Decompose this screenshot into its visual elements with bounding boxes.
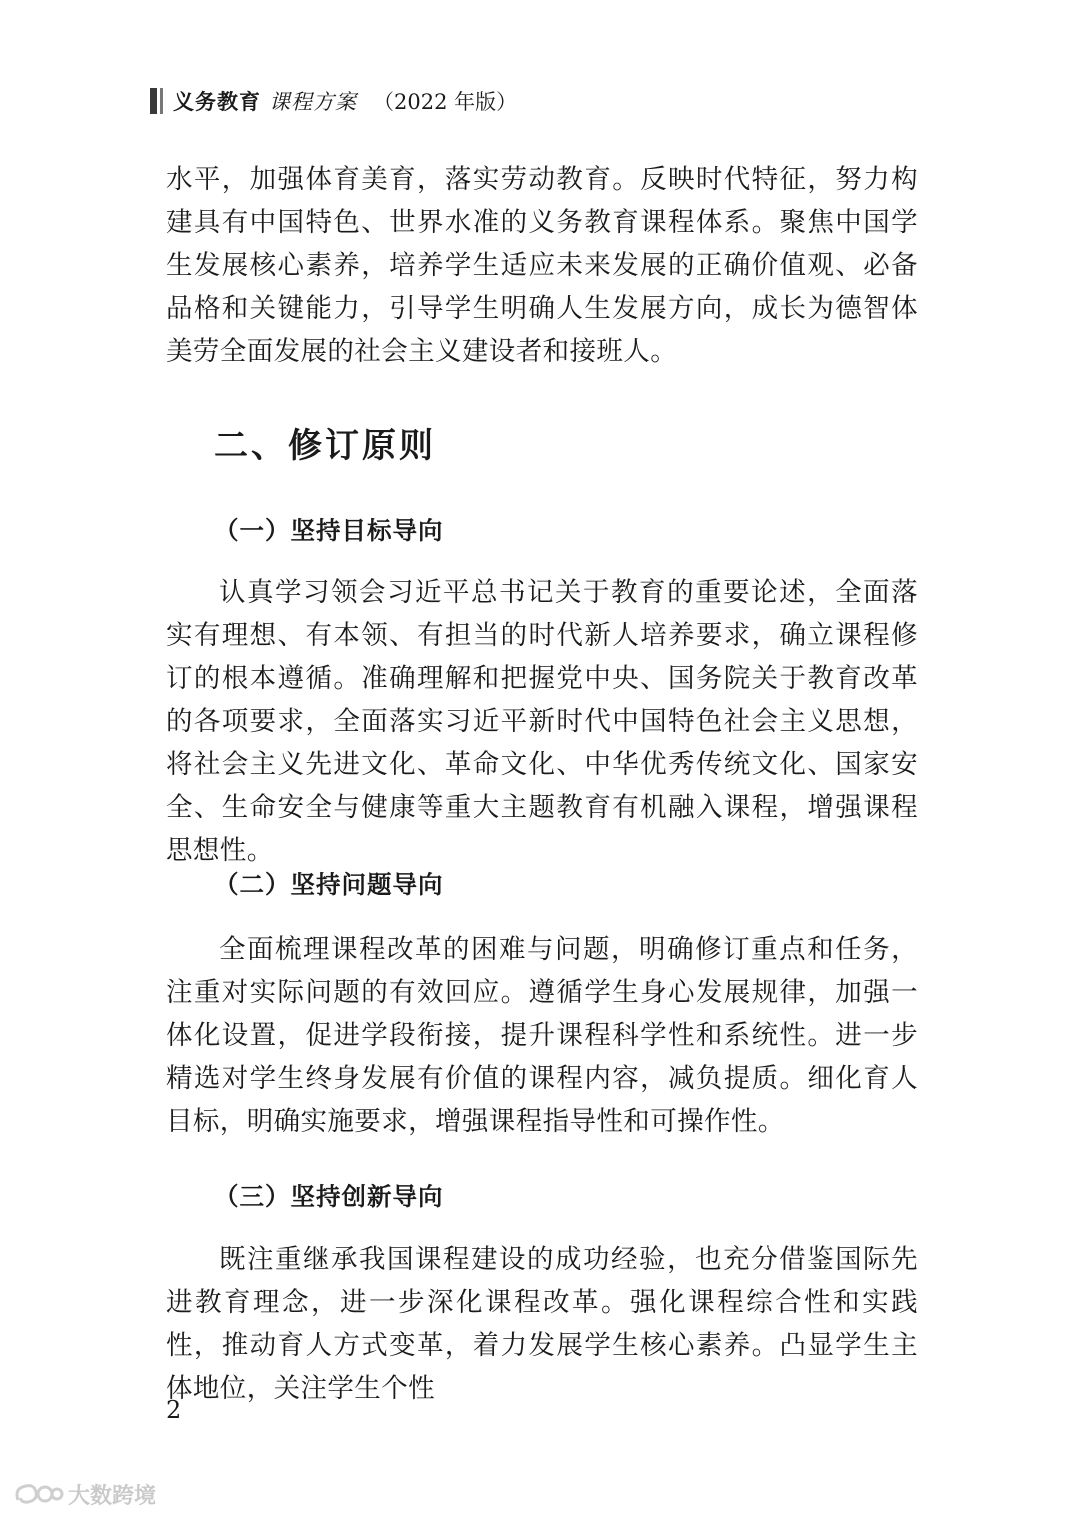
watermark-text: 大数跨境 [68, 1483, 157, 1509]
header-bar-thin-icon [160, 88, 163, 114]
watermark-logo-icon [12, 1478, 64, 1510]
page-number: 2 [166, 1396, 182, 1424]
subsection-title-1: （一）坚持目标导向 [214, 516, 444, 545]
header-title: 义务教育 [173, 89, 261, 114]
header-bar-icon [150, 88, 157, 114]
running-header [150, 86, 517, 116]
subsection-title-3: （三）坚持创新导向 [214, 1182, 444, 1211]
subsection-body-3: 既注重继承我国课程建设的成功经验，也充分借鉴国际先进教育理念，进一步深化课程改革。强化课程综合性和实践性，推动育人方式变革，着力发展学生核心素养。凸显学生主体地位，关注学生个性 [166, 1244, 918, 1404]
section-title: 二、修订原则 [214, 426, 436, 466]
header-subtitle: 课程方案 [269, 90, 357, 114]
watermark [12, 1478, 156, 1510]
subsection-body-2: 全面梳理课程改革的困难与问题，明确修订重点和任务，注重对实际问题的有效回应。遵循学生身心发展规律，加强一体化设置，促进学段衔接，提升课程科学性和系统性。进一步精选对学生终身发展有价值的课程内容，减负提质。细化育人目标，明确实施要求，增强课程指导性和可操作性。 [166, 934, 918, 1137]
subsection-title-2: （二）坚持问题导向 [214, 870, 444, 899]
subsection-body-1: 认真学习领会习近平总书记关于教育的重要论述，全面落实有理想、有本领、有担当的时代新人培养要求，确立课程修订的根本遵循。准确理解和把握党中央、国务院关于教育改革的各项要求，全面落实习近平新时代中国特色社会主义思想，将社会主义先进文化、革命文化、中华优秀传统文化、国家安全、生命安全与健康等重大主题教育有机融入课程，增强课程思想性。 [166, 577, 918, 866]
header-edition: （2022 年版） [373, 90, 518, 114]
intro-paragraph: 水平，加强体育美育，落实劳动教育。反映时代特征，努力构建具有中国特色、世界水准的义务教育课程体系。聚焦中国学生发展核心素养，培养学生适应未来发展的正确价值观、必备品格和关键能力，引导学生明确人生发展方向，成长为德智体美劳全面发展的社会主义建设者和接班人。 [166, 164, 918, 367]
